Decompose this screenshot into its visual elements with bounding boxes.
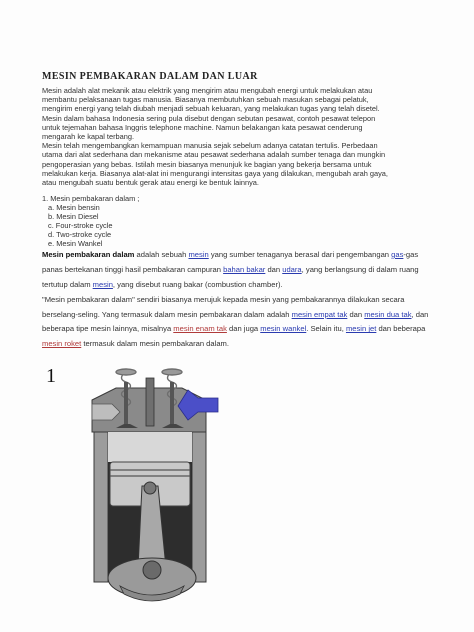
link-mesin-enam-tak[interactable]: mesin enam tak (173, 324, 227, 334)
text-run: . Selain itu, (306, 324, 346, 334)
definition-paragraph (42, 248, 438, 292)
cylinder-wall-right (192, 432, 206, 582)
list-item: e. Mesin Wankel (48, 238, 103, 248)
engine-type-list (42, 195, 139, 248)
link-bahan-bakar[interactable]: bahan bakar (223, 264, 266, 274)
text-run: , yang disebut ruang bakar (combustion chamber). (112, 279, 283, 289)
link-gas[interactable]: gas (391, 250, 404, 259)
combustion-chamber (108, 432, 192, 462)
text-run: , yang berlangsung di dalam ruang tertutup dalam (42, 264, 419, 289)
crank-pin (143, 561, 161, 579)
valve-stem-right (170, 382, 174, 428)
spark-plug (146, 378, 154, 426)
text-run: "Mesin pembakaran dalam" sendiri biasanya merujuk kepada mesin yang pembakarannya dilakukan secara berselang-seling. Yang termasuk dalam mesin pembakaran dalam adalah (42, 295, 405, 319)
link-mesin-2[interactable]: mesin (92, 279, 113, 289)
types-paragraph (42, 293, 438, 351)
text-run: yang sumber tenaganya berasal dari pengembangan (208, 250, 392, 259)
text-line: Mesin dalam bahasa Indonesia sering pula disebut dengan sebutan pesawat, contoh pesawat telepon (42, 113, 376, 123)
text-line: Mesin adalah alat mekanik atau elektrik yang mengirim atau mengubah energi untuk melakukan atau (42, 86, 373, 95)
link-udara[interactable]: udara (282, 264, 302, 274)
piston-pin (144, 482, 156, 494)
engine-cylinder-illustration (80, 368, 220, 608)
cylinder-wall-left (94, 432, 108, 582)
valve-stem-left (124, 382, 128, 428)
figure-number: 1 (46, 365, 56, 387)
text-line: Mesin telah mengembangkan kemampuan manusia sejak sebelum adanya catatan tertulis. Perbedaan (42, 141, 378, 151)
text-line: untuk tejemahan bahasa Inggris telephone machine. Namun belakangan kata pesawat cenderung (42, 122, 363, 132)
text-run: termasuk dalam mesin pembakaran dalam. (81, 338, 229, 348)
text-line: mengirim energi yang telah diubah menjadi sebuah keluaran, yang melakukan tugas yang telah disetel. (42, 104, 380, 114)
text-line: mengarah ke kapal terbang. (42, 132, 135, 142)
text-run: , dan beberapa tipe mesin lainnya, misalnya (42, 309, 429, 334)
list-heading: 1. Mesin pembakaran dalam ; (42, 194, 140, 203)
text-line: pengoperasian yang bebas. Istilah mesin biasanya menunjuk ke bagian yang bekerja bersama untuk (42, 159, 372, 169)
text-line: membantu pelaksanaan tugas manusia. Biasanya membutuhkan sebuah masukan sebagai pelatuk, (42, 95, 369, 105)
link-mesin-jet[interactable]: mesin jet (345, 324, 377, 334)
intro-paragraph (42, 86, 437, 187)
link-mesin-dua-tak[interactable]: mesin dua tak (364, 309, 412, 319)
text-line: utama dari alat sederhana dan mekanisme atau pesawat sederhana adalah sumber tenaga dan mungkin (42, 150, 386, 160)
link-mesin-wankel[interactable]: mesin wankel (260, 324, 307, 334)
list-item: c. Four-stroke cycle (48, 220, 113, 230)
text-run: dan (347, 309, 365, 319)
text-run: dan beberapa (376, 324, 426, 334)
bold-term: Mesin pembakaran dalam (42, 250, 135, 259)
list-item: d. Two-stroke cycle (48, 229, 112, 239)
link-mesin-roket[interactable]: mesin roket (42, 338, 82, 348)
text-line: atau mengubah suatu bentuk gerak atau energi ke bentuk lainnya. (42, 178, 259, 188)
list-item: a. Mesin bensin (48, 202, 100, 212)
text-run: -gas panas bertekanan tinggi hasil pembakaran campuran (42, 250, 419, 274)
text-run: dan (265, 264, 283, 274)
link-mesin[interactable]: mesin (188, 250, 209, 259)
document-title: MESIN PEMBAKARAN DALAM DAN LUAR (42, 71, 258, 82)
list-item: b. Mesin Diesel (48, 211, 99, 221)
text-line: melakukan kerja. Biasanya alat-alat ini mengurangi intensitas gaya yang dilakukan, mengubah arah gaya, (42, 168, 388, 178)
text-run: dan juga (226, 324, 261, 334)
text-run: adalah sebuah (134, 250, 189, 259)
link-mesin-empat-tak[interactable]: mesin empat tak (291, 309, 348, 319)
